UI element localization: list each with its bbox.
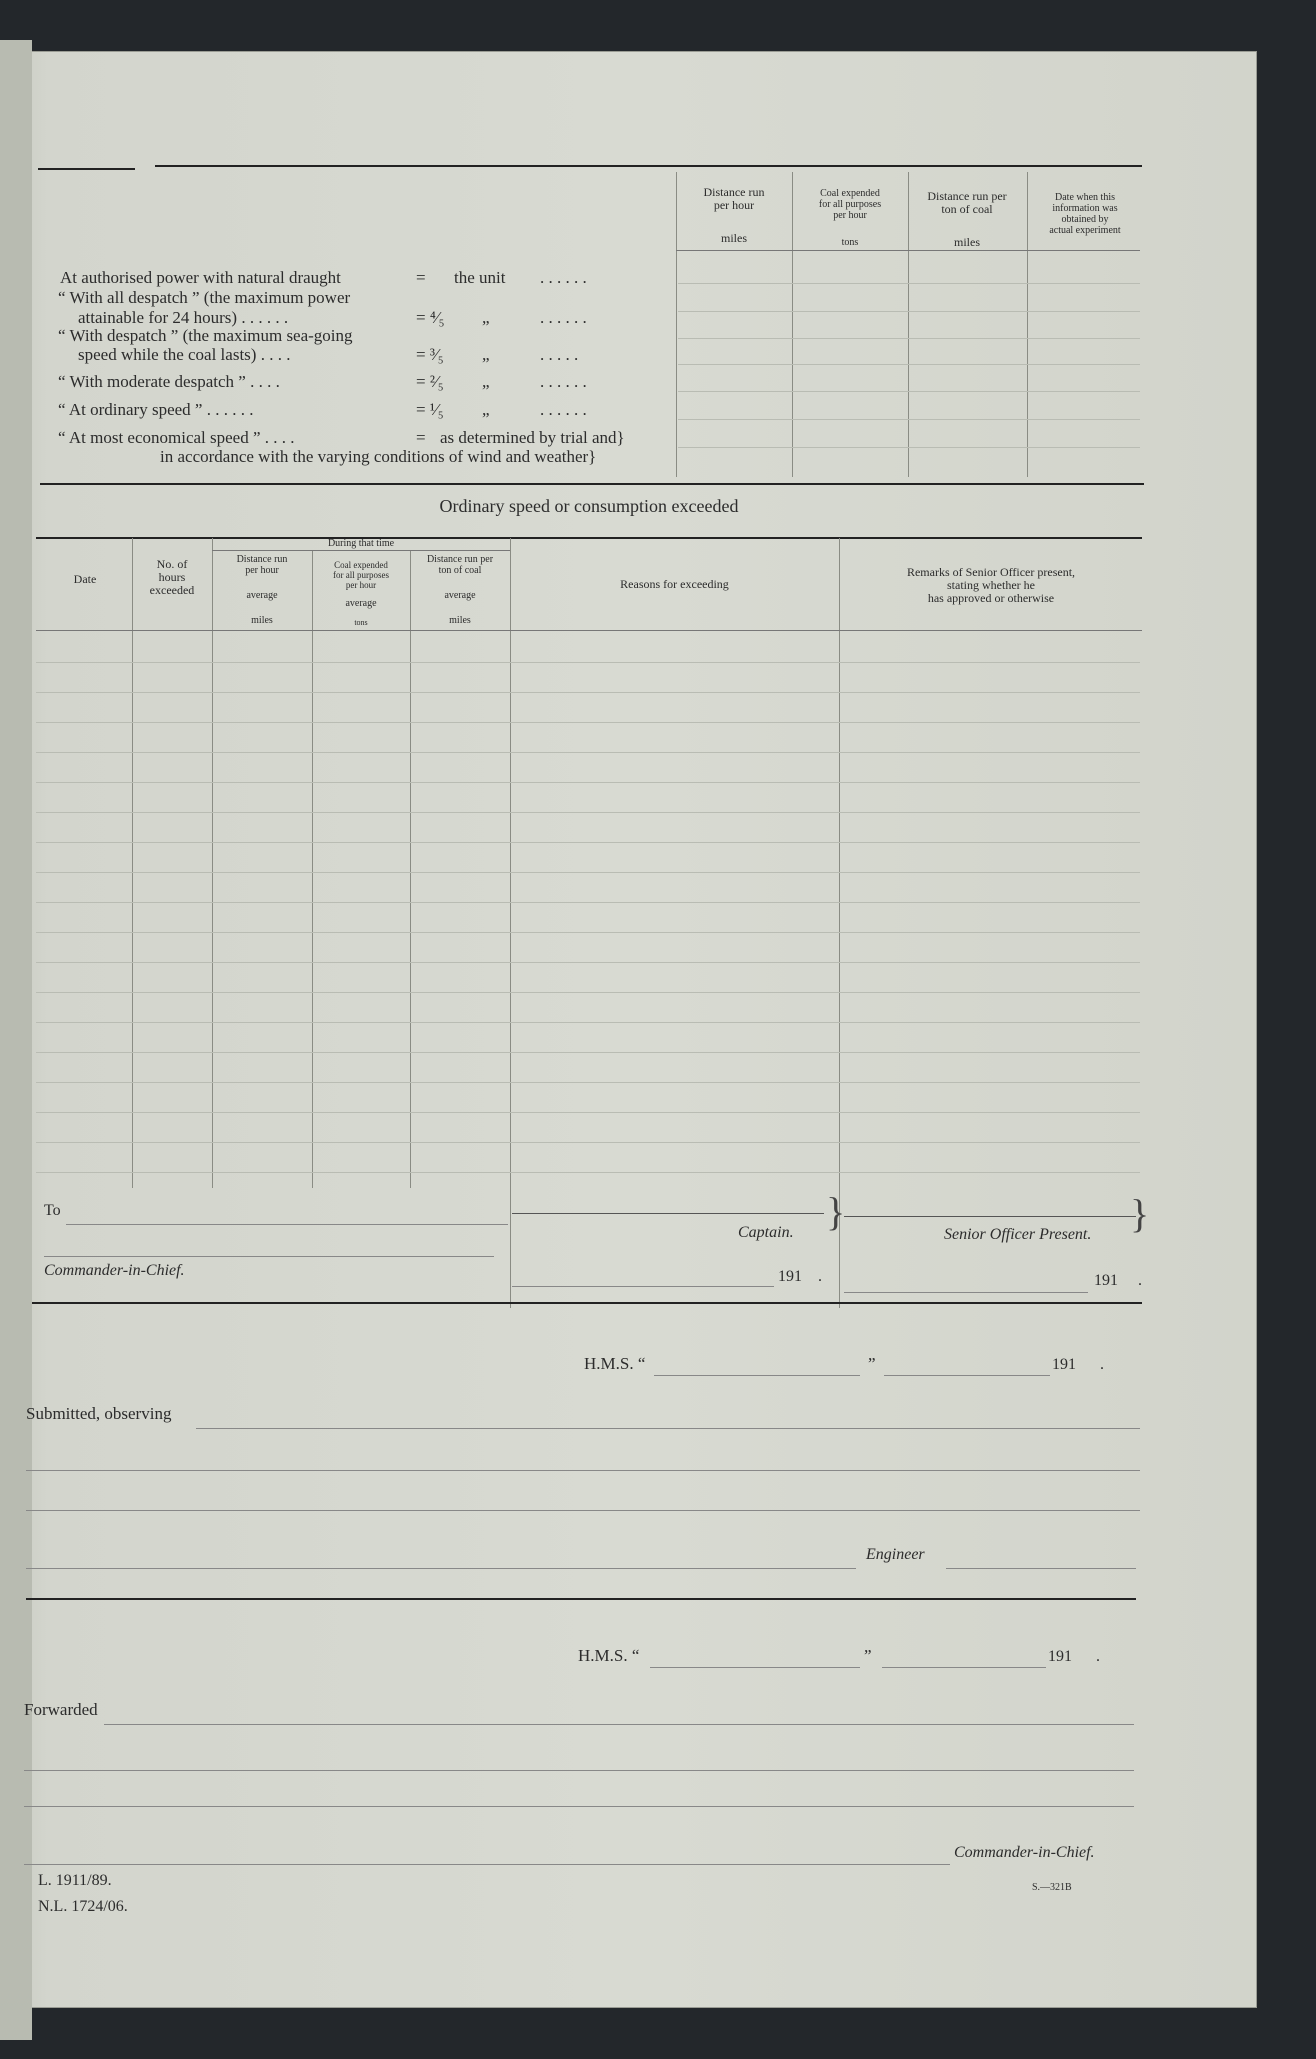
to-line xyxy=(66,1224,508,1225)
row-all-despatch-ratio: = ⁴⁄₅ xyxy=(416,308,445,327)
cinc-final-label: Commander-in-Chief. xyxy=(954,1844,1095,1861)
row-all-despatch-value: „ xyxy=(482,308,490,327)
writing-rule xyxy=(36,1172,1140,1173)
writing-rule xyxy=(36,902,1140,903)
mid-table-top-rule xyxy=(36,537,1142,539)
hms2-year: 191 xyxy=(1048,1648,1072,1665)
writing-rule xyxy=(36,722,1140,723)
row-moderate-ratio: = ²⁄₅ xyxy=(416,372,444,391)
hms2-prefix: H.M.S. “ xyxy=(578,1646,640,1665)
col-reasons-header: Reasons for exceeding xyxy=(620,577,729,591)
col-distance-avg: average xyxy=(246,590,278,601)
row-authorised-label: At authorised power with natural draught xyxy=(60,268,341,287)
captain-dot: . xyxy=(818,1268,822,1285)
row-despatch-label-2: speed while the coal lasts) . . . . xyxy=(78,345,291,364)
engineer-label: Engineer xyxy=(866,1546,925,1563)
captain-label: Captain. xyxy=(738,1224,794,1241)
captain-line xyxy=(512,1213,824,1214)
hms2-close: ” xyxy=(864,1646,872,1665)
top-header-3-unit: miles xyxy=(954,235,980,249)
form-number: S.—321B xyxy=(1032,1882,1072,1893)
engineer-date-line xyxy=(946,1568,1136,1569)
row-authorised-dots: . . . . . . xyxy=(540,268,587,287)
captain-year: 191 xyxy=(778,1268,802,1285)
cinc-sign-line xyxy=(24,1864,950,1865)
writing-rule xyxy=(36,692,1140,693)
brace-2: } xyxy=(1130,1191,1150,1236)
row-authorised-ratio: = xyxy=(416,268,426,287)
top-table-header-rule xyxy=(676,250,1140,251)
senior-line xyxy=(844,1216,1136,1217)
mid-col-5 xyxy=(510,538,511,1308)
engineer-section-rule xyxy=(26,1598,1136,1600)
col-per-ton-avg: average xyxy=(444,590,476,601)
ref-2: N.L. 1724/06. xyxy=(38,1898,128,1915)
top-table-divider xyxy=(676,172,677,477)
ref-1: L. 1911/89. xyxy=(38,1872,112,1889)
hms1-date-line xyxy=(884,1375,1050,1376)
brace-1: } xyxy=(826,1189,846,1234)
mid-header-rule xyxy=(36,630,1142,631)
top-header-2-unit: tons xyxy=(841,237,859,248)
mid-col-2 xyxy=(212,538,213,1188)
submitted-label: Submitted, observing xyxy=(26,1404,172,1423)
top-rule-left xyxy=(38,168,135,170)
row-economical-label: “ At most economical speed ” . . . . xyxy=(58,428,295,447)
col-hours-header: No. of hours exceeded xyxy=(149,557,195,597)
col-per-ton-header: Distance run per ton of coal xyxy=(426,554,494,576)
submitted-line-1 xyxy=(196,1428,1140,1429)
row-ordinary-value: „ xyxy=(482,400,490,419)
writing-rule xyxy=(36,992,1140,993)
mid-col-1 xyxy=(132,538,133,1188)
signoff-bottom-rule xyxy=(32,1302,1142,1304)
writing-rule xyxy=(36,812,1140,813)
hms1-ship-line xyxy=(654,1375,860,1376)
row-ordinary-label: “ At ordinary speed ” . . . . . . xyxy=(58,400,254,419)
col-date-header: Date xyxy=(73,572,97,586)
hms1-year: 191 xyxy=(1052,1356,1076,1373)
top-header-3: Distance run per ton of coal xyxy=(927,189,1007,216)
senior-dot: . xyxy=(1138,1272,1142,1289)
col-coal-unit: tons xyxy=(354,618,368,627)
forwarded-line-1 xyxy=(104,1724,1134,1725)
writing-rule xyxy=(36,872,1140,873)
section-title: Ordinary speed or consumption exceeded xyxy=(439,496,739,516)
row-despatch-ratio: = ³⁄₅ xyxy=(416,345,444,364)
row-moderate-label: “ With moderate despatch ” . . . . xyxy=(58,372,280,391)
row-authorised-value: the unit xyxy=(454,268,506,287)
writing-rule xyxy=(36,1022,1140,1023)
senior-label: Senior Officer Present. xyxy=(944,1226,1092,1243)
writing-rule xyxy=(36,1112,1140,1113)
row-economical-value: as determined by trial and} xyxy=(440,428,625,447)
mid-col-3 xyxy=(312,550,313,1188)
captain-date-line xyxy=(512,1286,774,1287)
row-moderate-dots: . . . . . . xyxy=(540,372,587,391)
forwarded-line-3 xyxy=(24,1806,1134,1807)
col-coal-header: Coal expended for all purposes per hour xyxy=(333,560,389,590)
senior-year: 191 xyxy=(1094,1272,1118,1289)
top-header-1-unit: miles xyxy=(721,231,747,245)
col-coal-avg: average xyxy=(345,598,377,609)
binding-edge xyxy=(0,40,32,2040)
row-all-despatch-dots: . . . . . . xyxy=(540,308,587,327)
to-line-2 xyxy=(44,1256,494,1257)
writing-rule xyxy=(36,962,1140,963)
writing-rule xyxy=(36,752,1140,753)
col-during-header: During that time xyxy=(327,538,395,549)
forwarded-line-2 xyxy=(24,1770,1134,1771)
top-rule xyxy=(155,165,1142,167)
row-moderate-value: „ xyxy=(482,372,490,391)
row-ordinary-dots: . . . . . . xyxy=(540,400,587,419)
writing-rule xyxy=(36,1142,1140,1143)
senior-date-line xyxy=(844,1292,1088,1293)
row-economical-label-2: in accordance with the varying conditions of wind and weather} xyxy=(160,447,597,466)
row-all-despatch-label: “ With all despatch ” (the maximum power xyxy=(58,288,351,307)
top-table-col-2 xyxy=(792,172,793,477)
top-header-1: Distance run per hour xyxy=(703,185,765,212)
writing-rule xyxy=(36,1082,1140,1083)
writing-rule xyxy=(36,842,1140,843)
top-section-end-rule xyxy=(40,483,1144,485)
engineer-sign-line xyxy=(26,1568,856,1569)
row-ordinary-ratio: = ¹⁄₅ xyxy=(416,400,444,419)
row-all-despatch-label-2: attainable for 24 hours) . . . . . . xyxy=(78,308,289,327)
during-rule xyxy=(212,550,510,551)
hms1-close: ” xyxy=(868,1354,876,1373)
submitted-line-3 xyxy=(26,1510,1140,1511)
top-header-4: Date when this information was obtained by actual experiment xyxy=(1049,192,1121,236)
writing-rule xyxy=(36,932,1140,933)
hms2-date-line xyxy=(882,1667,1046,1668)
cinc-label: Commander-in-Chief. xyxy=(44,1262,185,1279)
writing-rule xyxy=(36,1052,1140,1053)
col-per-ton-unit: miles xyxy=(449,615,471,626)
to-label: To xyxy=(44,1202,61,1219)
hms1-prefix: H.M.S. “ xyxy=(584,1354,646,1373)
hms2-ship-line xyxy=(650,1667,860,1668)
mid-col-4 xyxy=(410,550,411,1188)
col-distance-unit: miles xyxy=(251,615,273,626)
top-header-2: Coal expended for all purposes per hour xyxy=(818,188,882,221)
col-distance-header: Distance run per hour xyxy=(236,554,288,576)
forwarded-label: Forwarded xyxy=(24,1700,98,1719)
submitted-line-2 xyxy=(26,1470,1140,1471)
row-economical-ratio: = xyxy=(416,428,426,447)
hms2-dot: . xyxy=(1096,1648,1100,1665)
row-despatch-label: “ With despatch ” (the maximum sea-going xyxy=(58,326,353,345)
top-table-col-3 xyxy=(908,172,909,477)
col-remarks-header: Remarks of Senior Officer present, stating whether he has approved or otherwise xyxy=(906,565,1076,605)
top-table-col-4 xyxy=(1027,172,1028,477)
row-despatch-dots: . . . . . xyxy=(540,345,579,364)
writing-rule xyxy=(36,662,1140,663)
row-despatch-value: „ xyxy=(482,345,490,364)
hms1-dot: . xyxy=(1100,1356,1104,1373)
writing-rule xyxy=(36,782,1140,783)
